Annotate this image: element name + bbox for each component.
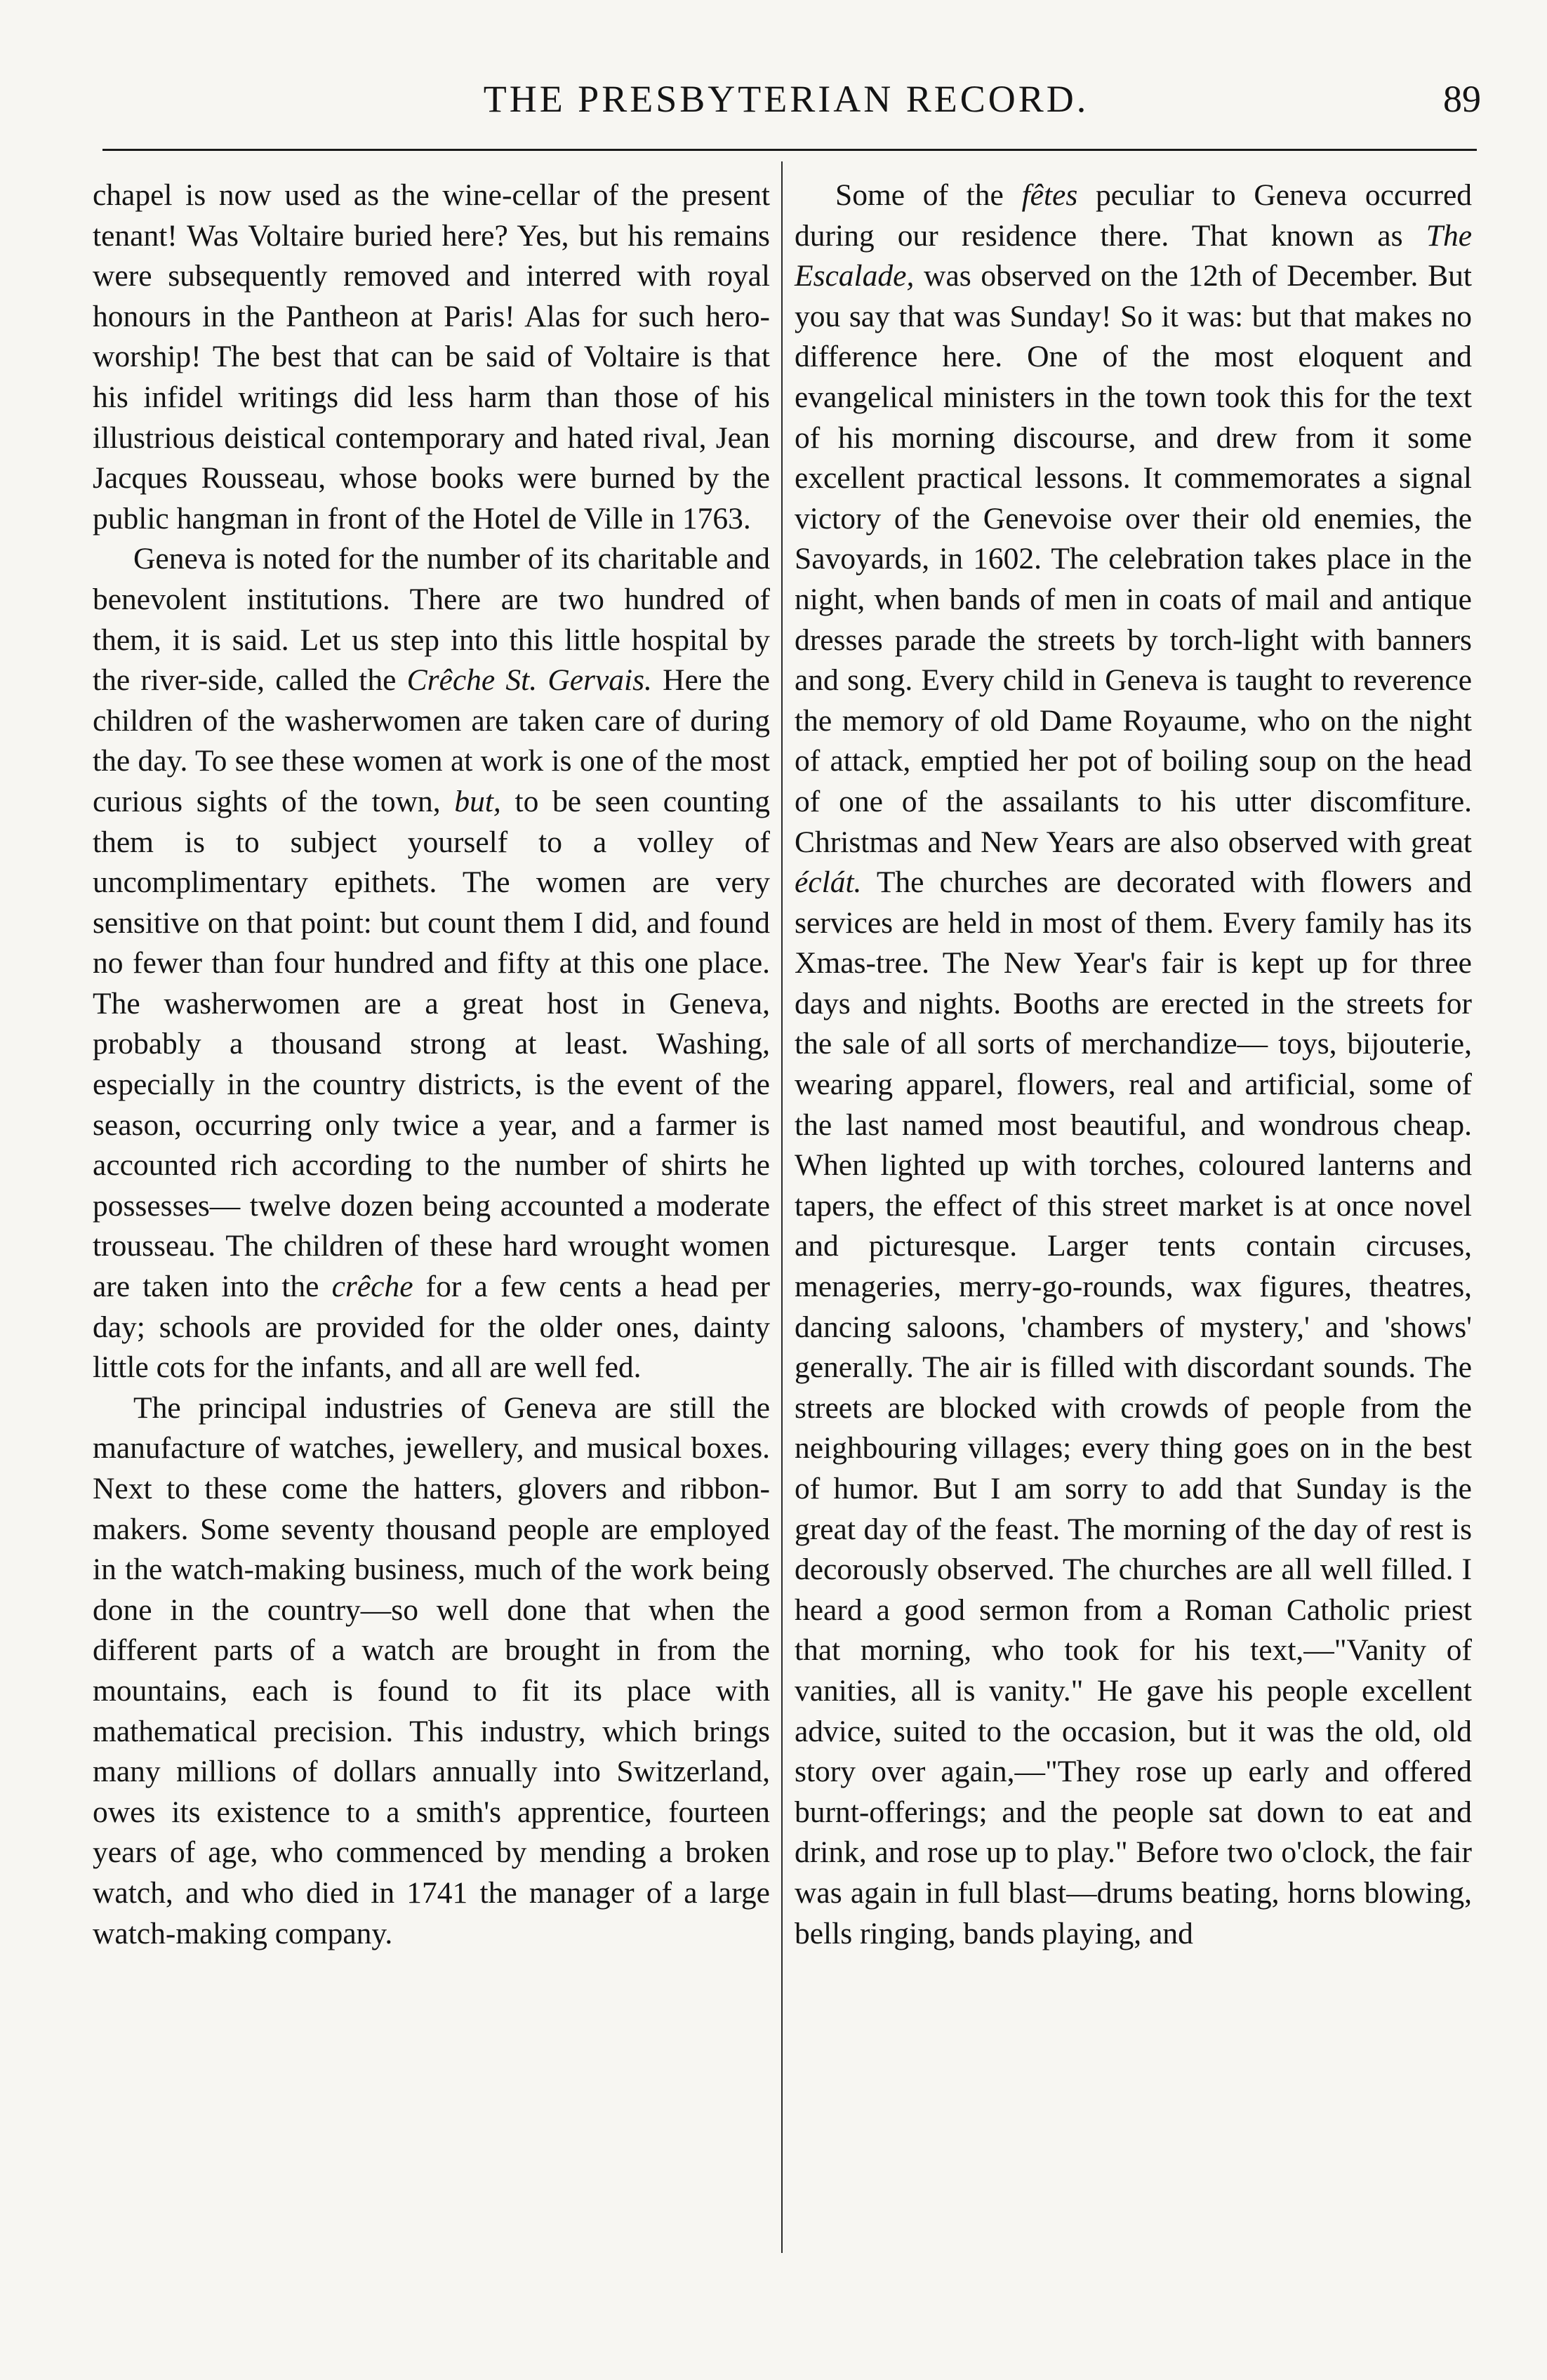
paragraph-industries: The principal industries of Geneva are still the manufacture of watches, jewellery, and musical boxes. Next to these come the hatters, glovers and ribbon-makers. Some seventy thousand people are employed in the watch-making business, much of the work being done in the country—so well done that when the different parts of a watch are brought in from the mountains, each is found to fit its place with mathematical precision. This industry, which brings many millions of dollars annually into Switzerland, owes its existence to a smith's apprentice, fourteen years of age, who commenced by mending a broken watch, and who died in 1741 the manager of a large watch-making company. xyxy=(93,1390,770,1950)
paragraph-voltaire: chapel is now used as the wine-cellar of the present tenant! Was Voltaire buried here? Yes, but his remains were subsequently removed and interred with royal honours in the Pantheon at Paris! Alas for such hero-worship! The best that can be said of Voltaire is that his infidel writings did less harm than those of his illustrious deistical contemporary and hated rival, Jean Jacques Rousseau, whose books were burned by the public hangman in front of the Hotel de Ville in 1763. xyxy=(93,178,770,536)
italic-but: but, xyxy=(454,784,501,818)
paragraph-text: for a few cents a head per day; schools are provided for the older ones, dainty little cots for the infants, and all are well fed. xyxy=(93,1270,770,1385)
page-number: 89 xyxy=(1443,78,1481,120)
running-title: THE PRESBYTERIAN RECORD. xyxy=(483,78,1089,120)
right-column xyxy=(795,175,1472,1954)
italic-fetes: fêtes xyxy=(1021,178,1078,212)
column-divider xyxy=(781,161,783,2253)
italic-escalade: The Escalade, xyxy=(795,218,1472,293)
paragraph-text: to be seen counting them is to subject yourself to a volley of uncomplimentary epithets. The women are very sensitive on that point: but count them I did, and found no fewer than four hundred and fifty at this one place. The washerwomen are a great host in Geneva, probably a thousand strong at least. Washing, especially in the country districts, is the event of the season, occurring only twice a year, and a farmer is accounted rich according to the number of shirts he possesses— twelve dozen being accounted a moderate trousseau. The children of these hard wrought women are taken into the xyxy=(93,784,770,1304)
paragraph-text: was observed on the 12th of December. But you say that was Sunday! So it was: but that makes no difference here. One of the most eloquent and evangelical ministers in the town took this for the text of his morning discourse, and drew from it some excellent practical lessons. It commemorates a signal victory of the Genevoise over their old enemies, the Savoyards, in 1602. The celebration takes place in the night, when bands of men in coats of mail and antique dresses parade the streets by torch-light with banners and song. Every child in Geneva is taught to reverence the memory of old Dame Royaume, who on the night of attack, emptied her pot of boiling soup on the head of one of the assailants to his utter discomfiture. Christmas and New Years are also observed with great xyxy=(795,259,1472,859)
paragraph-text: peculiar to Geneva occurred during our residence there. That known as xyxy=(795,178,1472,253)
header-rule xyxy=(102,149,1477,151)
italic-creche: crêche xyxy=(331,1270,413,1304)
paragraph-text: The churches are decorated with flowers and services are held in most of them. Every family has its Xmas-tree. The New Year's fair is kept up for three days and nights. Booths are erected in the streets for the sale of all sorts of merchandize— toys, bijouterie, wearing apparel, flowers, real and artificial, some of the last named most beautiful, and wondrous cheap. When lighted up with torches, coloured lanterns and tapers, the effect of this street market is at once novel and picturesque. Larger tents contain circuses, menageries, merry-go-rounds, wax figures, theatres, dancing saloons, 'chambers of mystery,' and 'shows' generally. The air is filled with discordant sounds. The streets are blocked with crowds of people from the neighbouring villages; every thing goes on in the best of humor. But I am sorry to add that Sunday is the great day of the feast. The morning of the day of rest is decorously observed. The churches are all well filled. I heard a good sermon from a Roman Catholic priest that morning, who took for his text,—"Vanity of vanities, all is vanity." He gave his people excellent advice, suited to the occasion, but it was the old, old story over again,—"They rose up early and offered burnt-offerings; and the people sat down to eat and drink, and rose up to play." Before two o'clock, the fair was again in full blast—drums beating, horns blowing, bells ringing, bands playing, and xyxy=(795,865,1472,1950)
page-header xyxy=(91,70,1481,133)
paragraph-charities xyxy=(93,539,770,1388)
paragraph-text: Here the children of the washerwomen are taken care of during the day. To see these women at work is one of the most curious sights of the town, xyxy=(93,663,770,818)
italic-creche-name: Crêche St. Gervais. xyxy=(406,663,652,698)
paragraph-fetes xyxy=(795,175,1472,1954)
paragraph-text: Geneva is noted for the number of its charitable and benevolent institutions. There are two hundred of them, it is said. Let us step into this little hospital by the river-side, called the xyxy=(93,542,770,698)
paragraph-text: Some of the xyxy=(835,178,1022,212)
left-column xyxy=(93,175,770,1954)
italic-eclat: éclát. xyxy=(795,865,862,900)
